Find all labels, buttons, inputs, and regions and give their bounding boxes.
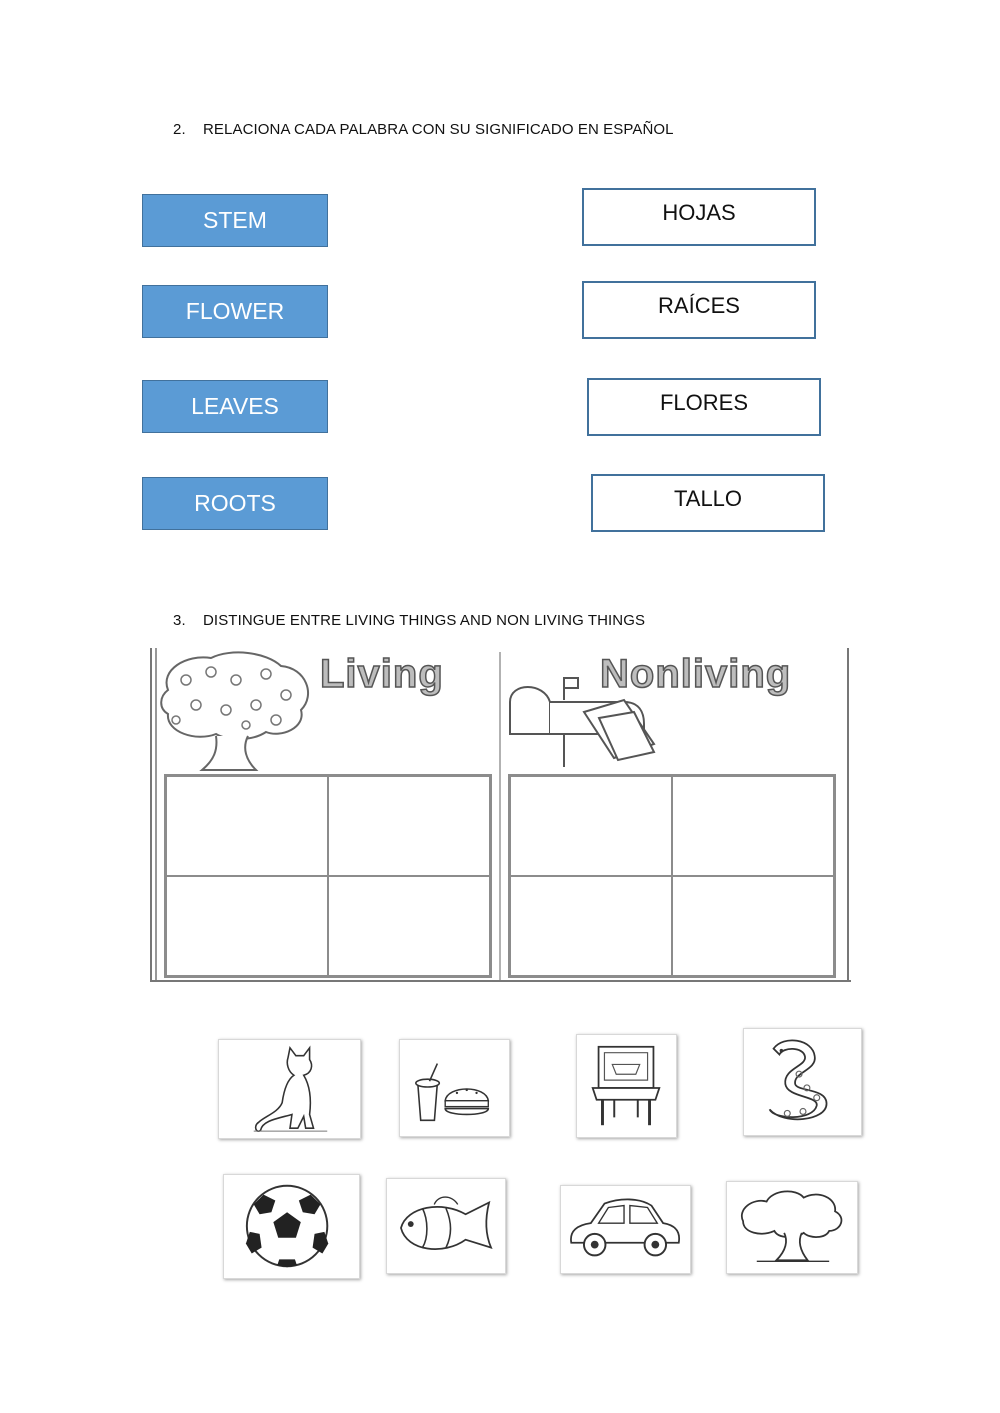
card-chair[interactable] [576, 1034, 677, 1138]
sorting-board [148, 646, 854, 984]
word-box-roots[interactable]: ROOTS [142, 477, 328, 530]
car-icon [561, 1186, 690, 1273]
nonliving-title: Nonliving [600, 652, 792, 696]
drop-cell[interactable] [328, 876, 490, 976]
instruction-text: DISTINGUE ENTRE LIVING THINGS AND NON LIVING THINGS [203, 612, 646, 629]
card-cat[interactable] [218, 1039, 361, 1139]
nonliving-grid [508, 774, 836, 978]
soccer-ball-icon [224, 1175, 359, 1278]
drop-cell[interactable] [510, 876, 672, 976]
drop-cell[interactable] [166, 876, 328, 976]
card-snake[interactable] [743, 1028, 862, 1136]
tree-icon [727, 1182, 857, 1273]
living-title: Living [320, 652, 444, 696]
card-car[interactable] [560, 1185, 691, 1274]
meaning-box-hojas[interactable]: HOJAS [582, 188, 816, 246]
meaning-box-flores[interactable]: FLORES [587, 378, 821, 436]
snake-icon [744, 1029, 861, 1135]
drop-cell[interactable] [328, 776, 490, 876]
fast-food-icon [400, 1040, 509, 1136]
instruction-2 [173, 121, 674, 138]
card-soccer-ball[interactable] [223, 1174, 360, 1279]
drop-cell[interactable] [672, 776, 834, 876]
meaning-box-tallo[interactable]: TALLO [591, 474, 825, 532]
drop-cell[interactable] [166, 776, 328, 876]
word-box-flower[interactable]: FLOWER [142, 285, 328, 338]
meaning-box-raices[interactable]: RAÍCES [582, 281, 816, 339]
cat-icon [219, 1040, 360, 1138]
drop-cell[interactable] [672, 876, 834, 976]
card-tree[interactable] [726, 1181, 858, 1274]
instruction-3 [173, 612, 645, 629]
drop-cell[interactable] [510, 776, 672, 876]
instruction-number: 3. [173, 612, 186, 629]
instruction-number: 2. [173, 121, 186, 138]
card-clownfish[interactable] [386, 1178, 506, 1274]
living-grid [164, 774, 492, 978]
chair-icon [577, 1035, 676, 1137]
clownfish-icon [387, 1179, 505, 1273]
tree-illustration-icon [156, 650, 311, 772]
word-box-stem[interactable]: STEM [142, 194, 328, 247]
instruction-text: RELACIONA CADA PALABRA CON SU SIGNIFICADO EN ESPAÑOL [203, 121, 674, 138]
card-fast-food[interactable] [399, 1039, 510, 1137]
word-box-leaves[interactable]: LEAVES [142, 380, 328, 433]
